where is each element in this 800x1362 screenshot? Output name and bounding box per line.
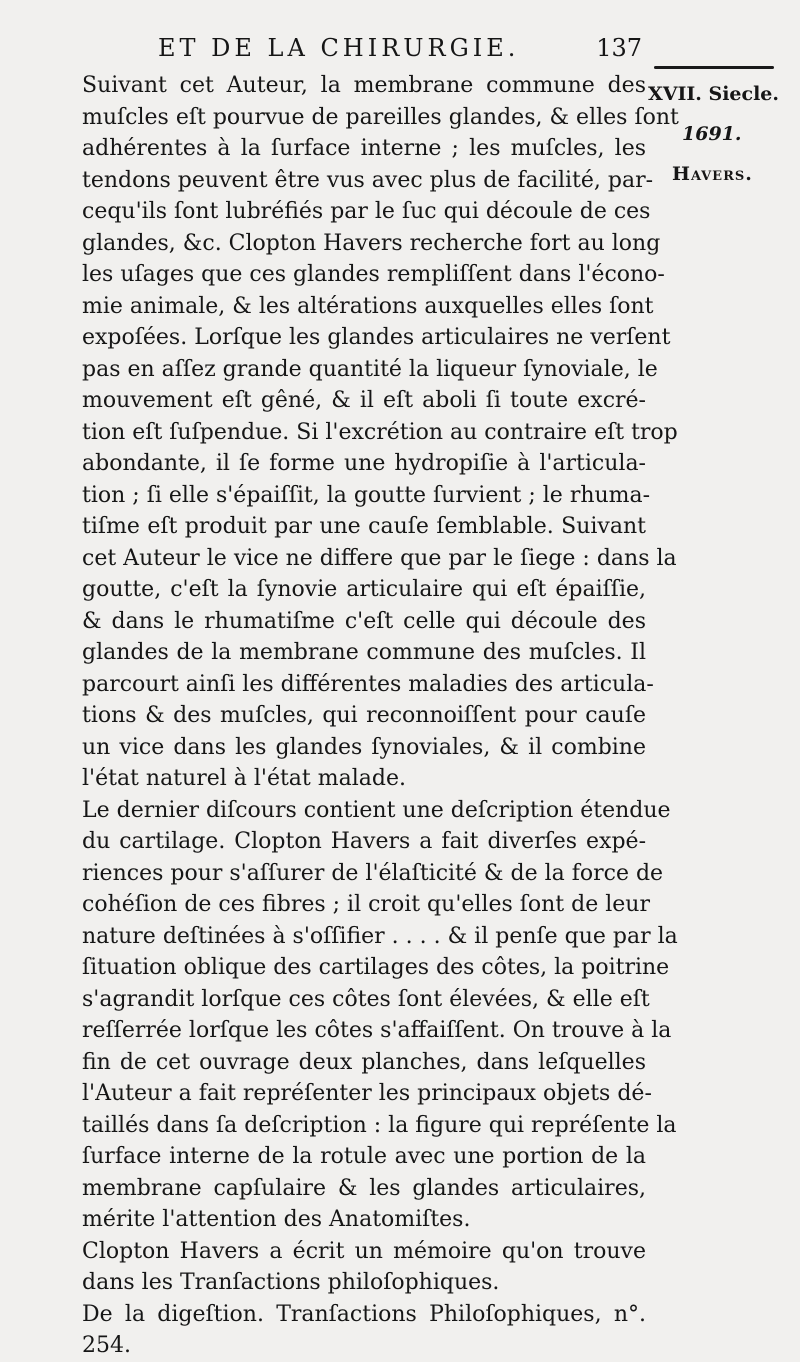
text-line: l'Auteur a fait repréſenter les principaux objets dé-	[82, 1081, 652, 1106]
text-line: & dans le rhumatiſme c'eſt celle qui découle des	[82, 608, 646, 634]
text-line: reſſerrée lorſque les côtes s'affaiſſent. On trouve à la	[82, 1018, 672, 1043]
text-line: les uſages que ces glandes rempliſſent dans l'écono-	[82, 262, 665, 287]
text-line: membrane capſulaire & les glandes articulaires,	[82, 1175, 646, 1201]
text-line: parcourt ainſi les différentes maladies des articula-	[82, 671, 654, 697]
paragraph-2	[48, 795, 678, 1236]
text-line: Clopton Havers a écrit un mémoire qu'on trouve	[82, 1238, 646, 1264]
text-line: s'agrandit lorſque ces côtes ſont élevées, & elle eſt	[82, 986, 650, 1012]
text-line: ſurface interne de la rotule avec une portion de la	[82, 1144, 646, 1169]
text-line: tiſme eſt produit par une cauſe ſemblable. Suivant	[82, 514, 646, 539]
text-line: goutte, c'eſt la ſynovie articulaire qui eſt épaiſſie,	[82, 577, 646, 602]
paragraph-4	[48, 1299, 646, 1362]
text-line: De la digeſtion. Tranſactions Philoſophiques, n°.	[82, 1301, 646, 1327]
page-number: 137	[596, 34, 642, 62]
text-line: mie animale, & les altérations auxquelles elles ſont	[82, 293, 654, 319]
text-line: dans les Tranſactions philoſophiques.	[82, 1270, 500, 1295]
text-line: glandes de la membrane commune des muſcles. Il	[82, 640, 646, 665]
paragraph-3	[48, 1236, 646, 1299]
text-line: expoſées. Lorſque les glandes articulaires ne verſent	[82, 325, 671, 350]
margin-century: XVII. Siecle.	[648, 83, 780, 105]
text-line: nature deſtinées à s'oſſifier . . . . & il penſe que par la	[82, 923, 678, 949]
text-line: cequ'ils ſont lubréfiés par le ſuc qui découle de ces	[82, 199, 651, 224]
margin-year: 1691.	[682, 123, 742, 145]
text-line: mérite l'attention des Anatomiſtes.	[82, 1207, 471, 1232]
margin-notes	[648, 82, 788, 186]
text-line: mouvement eſt gêné, & il eſt aboli ſi toute excré-	[82, 388, 646, 413]
text-line: fin de cet ouvrage deux planches, dans leſquelles	[82, 1049, 646, 1075]
text-line: tendons peuvent être vus avec plus de facilité, par-	[82, 167, 654, 193]
text-line: Suivant cet Auteur, la membrane commune des	[82, 73, 646, 98]
text-line: glandes, &c. Clopton Havers recherche fort au long	[82, 230, 661, 256]
text-line: cohéſion de ces fibres ; il croit qu'elles ſont de leur	[82, 892, 650, 917]
text-line: un vice dans les glandes ſynoviales, & il combine	[82, 734, 646, 760]
text-line: pas en aſſez grande quantité la liqueur ſynoviale, le	[82, 356, 658, 382]
text-line: 254.	[82, 1333, 131, 1358]
text-line: adhérentes à la ſurface interne ; les muſcles, les	[82, 136, 646, 161]
text-line: cet Auteur le vice ne differe que par le ſiege : dans la	[82, 545, 677, 571]
text-line: ſituation oblique des cartilages des côtes, la poitrine	[82, 955, 670, 980]
text-line: tions & des muſcles, qui reconnoiſſent pour cauſe	[82, 703, 646, 728]
text-line: tion ; ſi elle s'épaiſſit, la goutte ſurvient ; le rhuma-	[82, 482, 651, 508]
page-header	[48, 34, 642, 70]
running-head: ET DE LA CHIRURGIE.	[158, 34, 520, 62]
margin-rule	[654, 66, 774, 69]
text-line: Le dernier diſcours contient une deſcription étendue	[82, 797, 671, 823]
text-line: l'état naturel à l'état malade.	[82, 766, 406, 791]
margin-author: Havers.	[672, 163, 753, 185]
text-line: riences pour s'aſſurer de l'élaſticité & de la force de	[82, 860, 664, 886]
text-line: taillés dans ſa deſcription : la figure qui repréſente la	[82, 1112, 677, 1138]
text-line: abondante, il ſe forme une hydropiſie à l'articula-	[82, 451, 646, 476]
body-text	[48, 70, 679, 1362]
text-line: tion eſt ſuſpendue. Si l'excrétion au contraire eſt trop	[82, 419, 678, 445]
paragraph-1	[48, 70, 679, 795]
text-line: du cartilage. Clopton Havers a fait diverſes expé-	[82, 829, 646, 854]
text-line: muſcles eſt pourvue de pareilles glandes, & elles ſont	[82, 104, 679, 130]
